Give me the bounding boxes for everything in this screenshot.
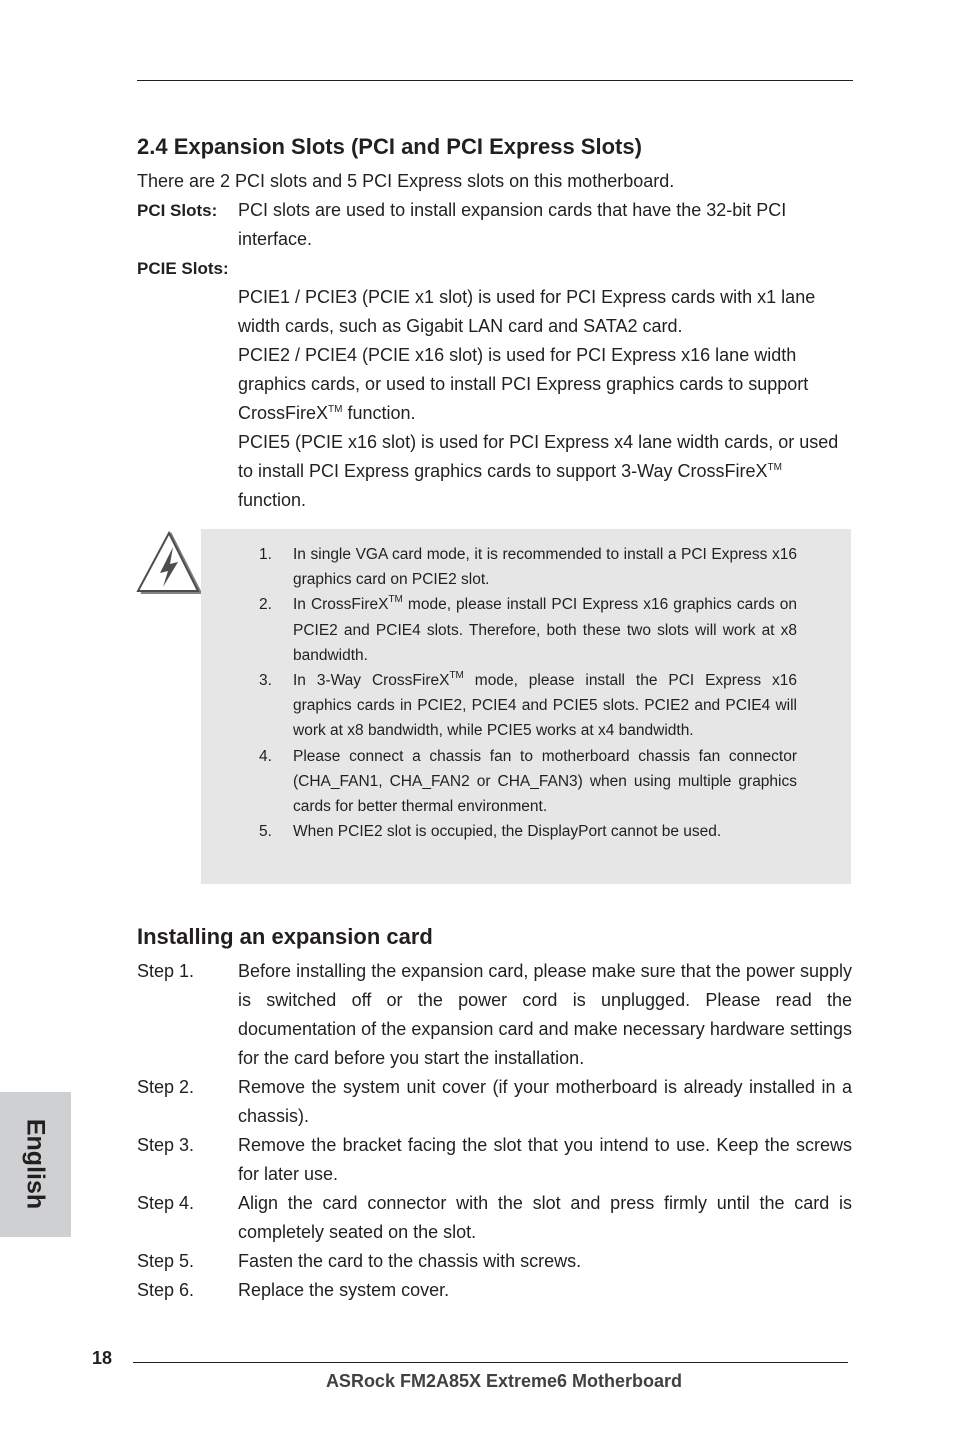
trademark-mark: TM xyxy=(767,462,782,473)
note-number: 2. xyxy=(259,596,272,614)
pcie-paragraph-3: PCIE5 (PCIE x16 slot) is used for PCI Express x4 lane width cards, or used to install PCI Express graphics cards to support 3-Way CrossFireX™ function. xyxy=(238,432,839,510)
install-steps xyxy=(137,957,852,1305)
notes-box xyxy=(201,529,851,884)
pci-slots-text: PCI slots are used to install expansion cards that have the 32-bit PCI interface. xyxy=(238,200,787,249)
pci-slots-description xyxy=(238,196,852,254)
note-item xyxy=(259,542,797,592)
install-step xyxy=(137,1131,852,1189)
note-item xyxy=(259,819,797,844)
install-step xyxy=(137,957,852,1073)
step-text: Remove the system unit cover (if your motherboard is already installed in a chassis). xyxy=(238,1077,852,1126)
note-item xyxy=(259,668,797,744)
note-number: 5. xyxy=(259,823,272,841)
step-label: Step 3. xyxy=(137,1135,195,1155)
note-item xyxy=(259,592,797,668)
language-label: English xyxy=(21,1118,50,1210)
install-step xyxy=(137,1247,852,1276)
note-text: In CrossFireX xyxy=(293,596,389,614)
section-intro: There are 2 PCI slots and 5 PCI Express slots on this motherboard. xyxy=(137,171,675,191)
pcie-slots-description xyxy=(238,283,852,515)
install-step xyxy=(137,1276,852,1305)
page-number: 18 xyxy=(92,1348,113,1368)
pci-slots-label: PCI Slots: xyxy=(137,201,218,220)
pcie-paragraph-2: PCIE2 / PCIE4 (PCIE x16 slot) is used for PCI Express x16 lane width graphics cards, or used to install PCI Express graphics cards to support CrossFireX™ function. xyxy=(238,345,809,423)
step-text: Align the card connector with the slot and press firmly until the card is completely seated on the slot. xyxy=(238,1193,852,1242)
step-text: Replace the system cover. xyxy=(238,1280,450,1300)
footer-rule xyxy=(133,1362,848,1363)
trademark-mark: TM xyxy=(449,670,464,682)
pcie-slots-label: PCIE Slots: xyxy=(137,259,229,278)
trademark-mark: TM xyxy=(328,404,343,415)
step-label: Step 2. xyxy=(137,1077,195,1097)
note-number: 3. xyxy=(259,672,272,690)
install-step xyxy=(137,1189,852,1247)
step-text: Before installing the expansion card, please make sure that the power supply is switched off or the power cord is unplugged. Please read the documentation of the expansion card and make necessary hardware settings for the card before you start the installation. xyxy=(238,961,852,1068)
note-text: When PCIE2 slot is occupied, the DisplayPort cannot be used. xyxy=(293,823,722,841)
section-title: 2.4 Expansion Slots (PCI and PCI Express Slots) xyxy=(137,134,642,159)
note-text: Please connect a chassis fan to motherboard chassis fan connector (CHA_FAN1, CHA_FAN2 or CHA_FAN3) when using multiple graphics cards for better thermal environment. xyxy=(293,747,797,816)
note-text: In 3-Way CrossFireX xyxy=(293,672,450,690)
step-text: Fasten the card to the chassis with screws. xyxy=(238,1251,582,1271)
warning-lightning-icon xyxy=(136,531,202,595)
note-number: 1. xyxy=(259,546,272,563)
step-label: Step 6. xyxy=(137,1280,195,1300)
language-side-tab xyxy=(0,1092,71,1237)
step-text: Remove the bracket facing the slot that you intend to use. Keep the screws for later use. xyxy=(238,1135,852,1184)
step-label: Step 1. xyxy=(137,961,195,981)
footer-product-name: ASRock FM2A85X Extreme6 Motherboard xyxy=(325,1371,683,1391)
step-label: Step 5. xyxy=(137,1251,195,1271)
pcie-paragraph-1: PCIE1 / PCIE3 (PCIE x1 slot) is used for PCI Express cards with x1 lane width cards, such as Gigabit LAN card and SATA2 card. xyxy=(238,287,816,336)
note-text-cont: mode, please install PCI Express x16 graphics cards on PCIE2 and PCIE4 slots. Therefore, both these two slots will work at x8 bandwidth. xyxy=(293,596,797,664)
install-step xyxy=(137,1073,852,1131)
header-rule xyxy=(137,80,853,81)
note-text: In single VGA card mode, it is recommended to install a PCI Express x16 graphics card on PCIE2 slot. xyxy=(293,546,797,589)
note-item xyxy=(259,744,797,820)
step-label: Step 4. xyxy=(137,1193,195,1213)
notes-list xyxy=(259,542,797,844)
install-title: Installing an expansion card xyxy=(137,924,433,949)
note-number: 4. xyxy=(259,747,272,765)
note-text-cont: mode, please install the PCI Express x16 graphics cards in PCIE2, PCIE4 and PCIE5 slots. PCIE2 and PCIE4 will work at x8 bandwidth, while PCIE5 works at x4 bandwidth. xyxy=(293,672,797,740)
trademark-mark: TM xyxy=(388,594,403,606)
